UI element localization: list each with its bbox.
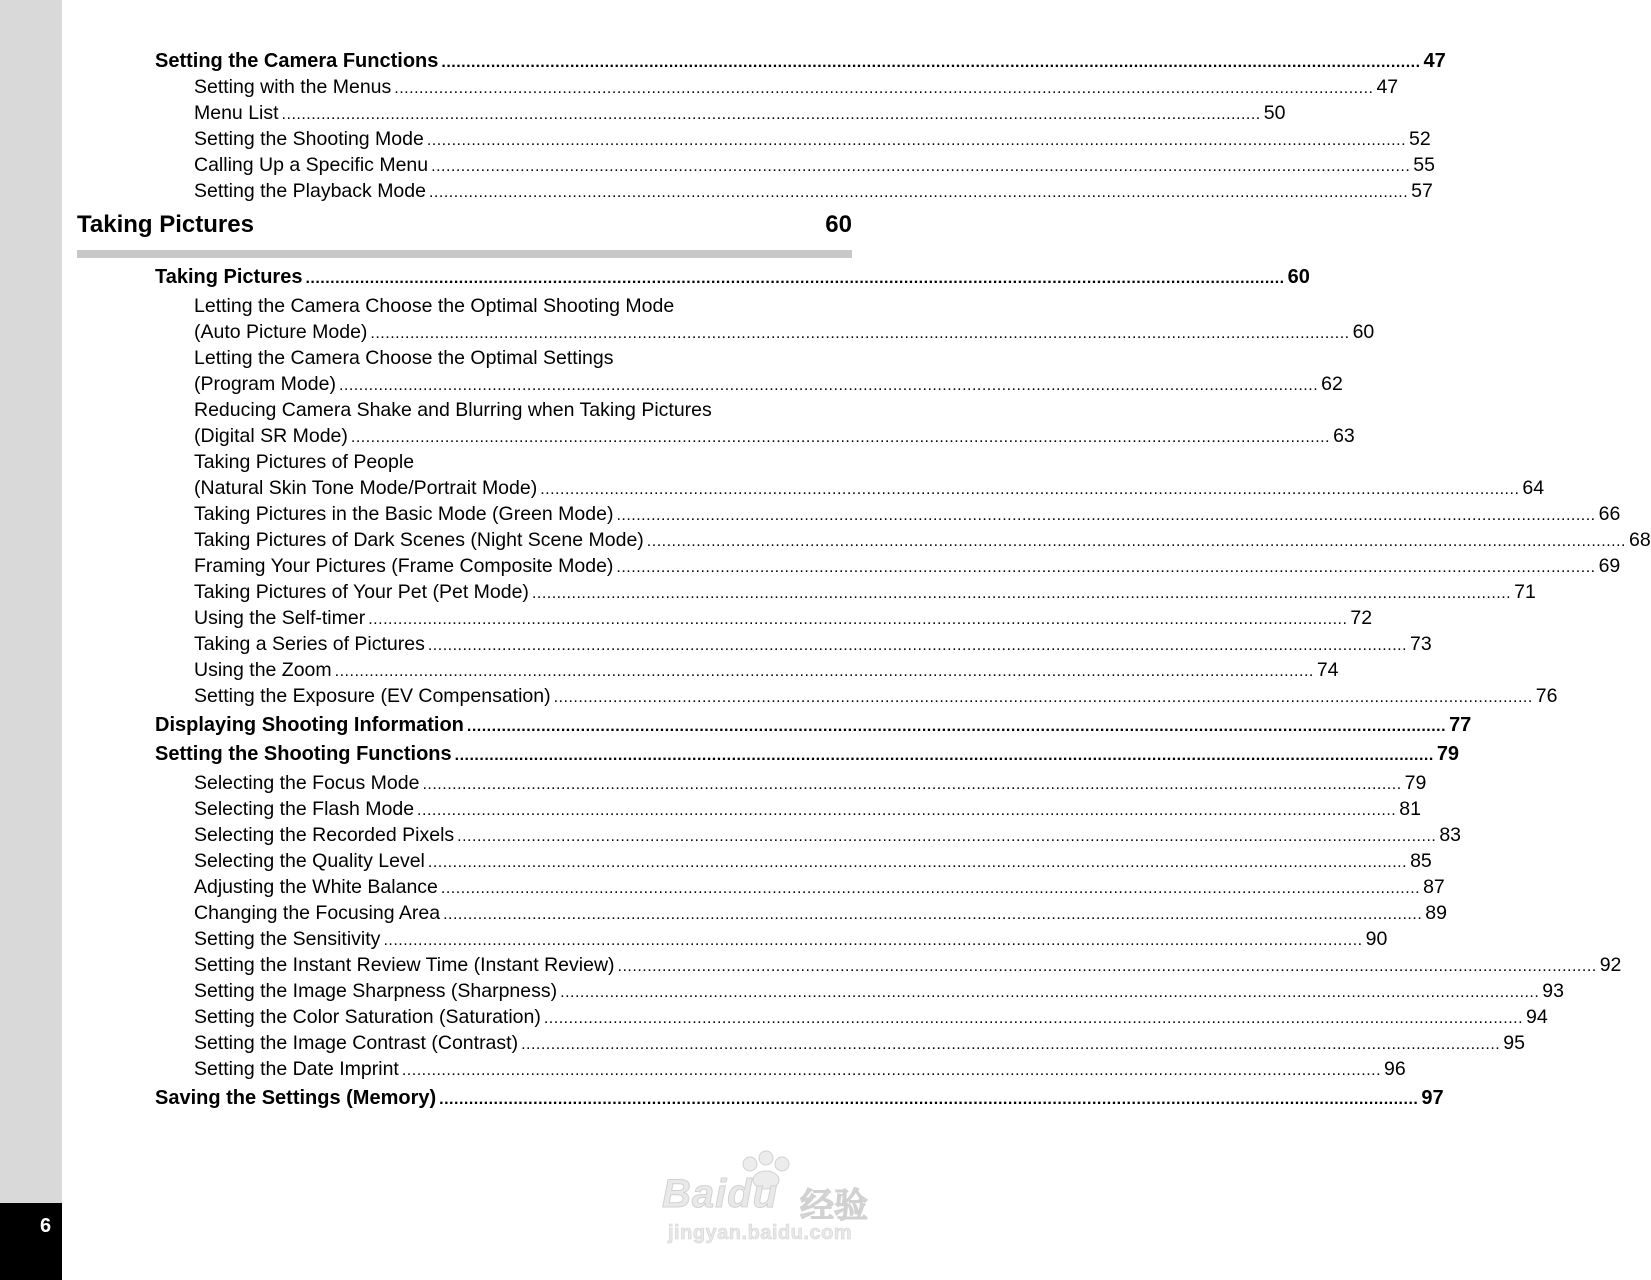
- toc-entry[interactable]: [0, 741, 1460, 767]
- toc-entry[interactable]: [0, 978, 1564, 1004]
- toc-entry-title: Changing the Focusing Area: [194, 902, 441, 924]
- toc-entry-title: Taking Pictures in the Basic Mode (Green Mode): [194, 503, 614, 525]
- toc-entry[interactable]: [0, 1056, 1406, 1082]
- toc-entry-title: Setting the Sensitivity: [194, 928, 381, 950]
- toc-entry-page: 97: [1421, 1087, 1444, 1109]
- dot-leader: ......................................................................................................................................................................................................: [443, 906, 1423, 923]
- toc-entry-title: Setting with the Menus: [194, 76, 392, 98]
- dot-leader: ......................................................................................................................................................................................................: [338, 377, 1319, 394]
- toc-entry[interactable]: [0, 264, 1310, 290]
- toc-entry-page: 92: [1599, 954, 1622, 976]
- toc-entry-page: 69: [1598, 555, 1621, 577]
- dot-leader: ......................................................................................................................................................................................................: [383, 932, 1363, 949]
- toc-entry[interactable]: [0, 1004, 1548, 1030]
- toc-entry[interactable]: [0, 1085, 1444, 1111]
- toc-entry-title: Menu List: [194, 102, 279, 124]
- toc-entry[interactable]: [0, 100, 1286, 126]
- toc-entry-title: Selecting the Quality Level: [194, 850, 425, 872]
- toc-entry-title: Setting the Image Sharpness (Sharpness): [194, 980, 558, 1002]
- dot-leader: ......................................................................................................................................................................................................: [543, 1010, 1524, 1027]
- toc-entry-page: 60: [1287, 266, 1310, 288]
- toc-entry-page: 83: [1439, 824, 1462, 846]
- toc-entry-page: 52: [1409, 128, 1431, 150]
- dot-leader: ......................................................................................................................................................................................................: [439, 1091, 1419, 1108]
- toc-entry-title: Taking Pictures of Your Pet (Pet Mode): [194, 581, 529, 603]
- toc-entry-page: 68: [1628, 529, 1651, 551]
- toc-entry[interactable]: [0, 501, 1621, 527]
- toc-entry-title: Selecting the Flash Mode: [194, 798, 415, 820]
- toc-entry-title: Setting the Image Contrast (Contrast): [194, 1032, 519, 1054]
- toc-entry-page: 64: [1522, 477, 1545, 499]
- dot-leader: ......................................................................................................................................................................................................: [281, 106, 1261, 123]
- toc-entry-page: 66: [1598, 503, 1621, 525]
- toc-entry[interactable]: [0, 293, 1375, 345]
- dot-leader: ......................................................................................................................................................................................................: [334, 663, 1314, 680]
- toc-entry-title: Selecting the Focus Mode: [194, 772, 420, 794]
- toc-entry-page: 87: [1423, 876, 1445, 898]
- chapter-title: Taking Pictures: [77, 211, 254, 238]
- toc-entry-title-line1: Reducing Camera Shake and Blurring when Taking Pictures: [194, 399, 712, 421]
- toc-entry[interactable]: [0, 926, 1388, 952]
- dot-leader: ......................................................................................................................................................................................................: [540, 481, 1520, 498]
- toc-entry[interactable]: [0, 152, 1435, 178]
- toc-entry-page: 60: [1352, 321, 1375, 343]
- dot-leader: ......................................................................................................................................................................................................: [401, 1062, 1382, 1079]
- toc-entry[interactable]: [0, 178, 1433, 204]
- dot-leader: ......................................................................................................................................................................................................: [521, 1036, 1501, 1053]
- toc-entry-title-line1: Letting the Camera Choose the Optimal Settings: [194, 347, 614, 369]
- toc-entry-page: 47: [1423, 50, 1446, 72]
- dot-leader: ......................................................................................................................................................................................................: [426, 132, 1407, 149]
- toc-entry-title: Setting the Camera Functions: [155, 50, 439, 72]
- toc-entry-page: 81: [1399, 798, 1421, 820]
- toc-entry[interactable]: [0, 712, 1472, 738]
- toc-entry-page: 63: [1333, 425, 1355, 447]
- toc-entry[interactable]: [0, 796, 1421, 822]
- toc-entry-title: Setting the Playback Mode: [194, 180, 426, 202]
- toc-entry-title: Setting the Instant Review Time (Instant Review): [194, 954, 615, 976]
- toc-entry-page: 77: [1449, 714, 1472, 736]
- toc-entry-page: 47: [1376, 76, 1399, 98]
- dot-leader: ......................................................................................................................................................................................................: [427, 637, 1408, 654]
- toc-entry-title-line1: Letting the Camera Choose the Optimal Shooting Mode: [194, 295, 675, 317]
- chapter-divider: [77, 250, 852, 258]
- toc-entry-page: 94: [1526, 1006, 1548, 1028]
- dot-leader: ......................................................................................................................................................................................................: [560, 984, 1540, 1001]
- dot-leader: ......................................................................................................................................................................................................: [370, 325, 1350, 342]
- toc-entry-page: 79: [1404, 772, 1427, 794]
- toc-entry[interactable]: [0, 74, 1399, 100]
- toc-entry-title: Calling Up a Specific Menu: [194, 154, 429, 176]
- toc-entry[interactable]: [0, 126, 1431, 152]
- dot-leader: ......................................................................................................................................................................................................: [616, 559, 1596, 576]
- watermark-cn: 经验: [800, 1187, 868, 1225]
- toc-entry-title: Taking Pictures: [155, 266, 303, 288]
- toc-entry-page: 72: [1350, 607, 1373, 629]
- watermark-brand: Baidu: [662, 1172, 779, 1216]
- dot-leader: ......................................................................................................................................................................................................: [350, 429, 1331, 446]
- toc-entry-page: 76: [1535, 685, 1558, 707]
- toc-entry-page: 95: [1503, 1032, 1525, 1054]
- dot-leader: ......................................................................................................................................................................................................: [531, 585, 1512, 602]
- toc-entry-title: Selecting the Recorded Pixels: [194, 824, 455, 846]
- dot-leader: ......................................................................................................................................................................................................: [431, 158, 1411, 175]
- toc-entry-title: (Natural Skin Tone Mode/Portrait Mode): [194, 477, 538, 499]
- toc-entry-title: Displaying Shooting Information: [155, 714, 464, 736]
- dot-leader: ......................................................................................................................................................................................................: [394, 80, 1374, 97]
- dot-leader: ......................................................................................................................................................................................................: [553, 689, 1533, 706]
- toc-entry-title: (Auto Picture Mode): [194, 321, 368, 343]
- dot-leader: ......................................................................................................................................................................................................: [466, 718, 1447, 735]
- toc-entry-title: Using the Self-timer: [194, 607, 366, 629]
- toc-entry-title: Taking a Series of Pictures: [194, 633, 425, 655]
- dot-leader: ......................................................................................................................................................................................................: [417, 802, 1397, 819]
- baidu-watermark: [660, 1150, 875, 1255]
- dot-leader: ......................................................................................................................................................................................................: [646, 533, 1626, 550]
- dot-leader: ......................................................................................................................................................................................................: [428, 184, 1409, 201]
- dot-leader: ......................................................................................................................................................................................................: [616, 507, 1596, 524]
- dot-leader: ......................................................................................................................................................................................................: [457, 828, 1437, 845]
- toc-entry-title: Setting the Color Saturation (Saturation): [194, 1006, 541, 1028]
- dot-leader: ......................................................................................................................................................................................................: [305, 270, 1285, 287]
- toc-entry-title-line1: Taking Pictures of People: [194, 451, 415, 473]
- toc-entry-page: 93: [1542, 980, 1564, 1002]
- toc-entry-page: 89: [1425, 902, 1447, 924]
- toc-entry[interactable]: [0, 345, 1343, 397]
- toc-entry-title: Framing Your Pictures (Frame Composite Mode): [194, 555, 614, 577]
- toc-entry-title: (Digital SR Mode): [194, 425, 348, 447]
- page-number: 6: [40, 1215, 52, 1237]
- toc-entry-page: 55: [1413, 154, 1435, 176]
- toc-entry[interactable]: [0, 527, 1651, 553]
- toc-entry-title: Using the Zoom: [194, 659, 332, 681]
- toc-entry-page: 57: [1411, 180, 1433, 202]
- chapter-page: 60: [825, 211, 852, 238]
- toc-entry-page: 79: [1436, 743, 1460, 765]
- toc-entry-page: 85: [1410, 850, 1432, 872]
- toc-entry-page: 96: [1384, 1058, 1406, 1080]
- toc-entry[interactable]: [0, 822, 1462, 848]
- toc-entry[interactable]: [0, 397, 1355, 449]
- toc-entry-page: 62: [1321, 373, 1343, 395]
- toc-entry-page: 73: [1410, 633, 1432, 655]
- chapter-heading[interactable]: [77, 208, 852, 242]
- toc-entry[interactable]: [0, 449, 1545, 501]
- toc-entry-title: Saving the Settings (Memory): [155, 1087, 437, 1109]
- toc-entry[interactable]: [0, 848, 1432, 874]
- toc-entry-title: Setting the Date Imprint: [194, 1058, 399, 1080]
- toc-entry[interactable]: [0, 657, 1339, 683]
- page-number-tab: [0, 1203, 62, 1280]
- dot-leader: ......................................................................................................................................................................................................: [422, 776, 1402, 793]
- dot-leader: ......................................................................................................................................................................................................: [617, 958, 1597, 975]
- toc-entry-page: 71: [1514, 581, 1536, 603]
- toc-entry[interactable]: [0, 48, 1446, 74]
- toc-entry-title: Setting the Exposure (EV Compensation): [194, 685, 551, 707]
- toc-entry-title: (Program Mode): [194, 373, 336, 395]
- dot-leader: ......................................................................................................................................................................................................: [441, 54, 1421, 71]
- dot-leader: ......................................................................................................................................................................................................: [368, 611, 1348, 628]
- toc-entry[interactable]: [0, 874, 1445, 900]
- toc-entry-page: 74: [1316, 659, 1339, 681]
- dot-leader: ......................................................................................................................................................................................................: [454, 747, 1434, 764]
- toc-entry[interactable]: [0, 1030, 1525, 1056]
- toc-entry[interactable]: [0, 770, 1427, 796]
- toc-entry[interactable]: [0, 579, 1536, 605]
- toc-entry-page: 90: [1365, 928, 1388, 950]
- watermark-url: jingyan.baidu.com: [668, 1222, 853, 1244]
- dot-leader: ......................................................................................................................................................................................................: [427, 854, 1408, 871]
- toc-entry[interactable]: [0, 683, 1558, 709]
- toc-entry[interactable]: [0, 900, 1447, 926]
- toc-entry[interactable]: [0, 952, 1622, 978]
- toc-entry[interactable]: [0, 631, 1432, 657]
- toc-entry-title: Taking Pictures of Dark Scenes (Night Scene Mode): [194, 529, 644, 551]
- toc-entry[interactable]: [0, 605, 1373, 631]
- toc-entry[interactable]: [0, 553, 1621, 579]
- dot-leader: ......................................................................................................................................................................................................: [440, 880, 1421, 897]
- toc-entry-page: 50: [1263, 102, 1286, 124]
- toc-entry-title: Setting the Shooting Mode: [194, 128, 424, 150]
- toc-entry-title: Adjusting the White Balance: [194, 876, 438, 898]
- toc-entry-title: Setting the Shooting Functions: [155, 743, 452, 765]
